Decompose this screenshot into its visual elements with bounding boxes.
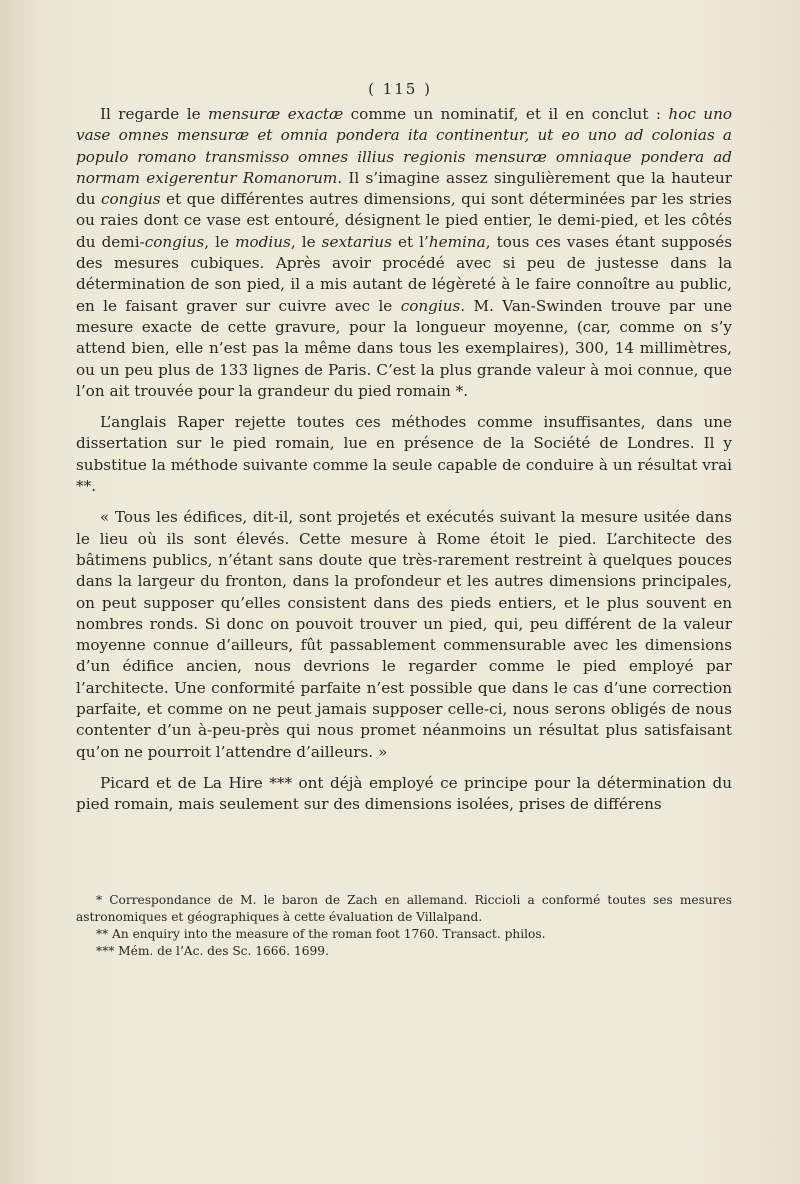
- text-run: Il regarde le: [100, 105, 209, 123]
- paragraph: [76, 412, 732, 497]
- footnote: ** An enquiry into the measure of the roman foot 1760. Transact. philos.: [96, 927, 546, 941]
- text-run: « Tous les édifices, dit-il, sont projetés et exécutés suivant la mesure usitée dans le lieu où ils sont élevés. Cette mesure à Rome étoit le pied. L’architecte des bâtimens publics, n’étant sans doute que très-rarement restreint à quelques pouces dans la largeur du fronton, dans la profondeur et les autres dimensions principales, on peut supposer qu’elles consistent dans des pieds entiers, et le plus souvent en nombres ronds. Si donc on pouvoit trouver un pied, qui, peu différent de la valeur moyenne connue d’ailleurs, fût passablement commensurable avec les dimensions d’un édifice ancien, nous devrions le regarder comme le pied employé par l’architecte. Une conformité parfaite n’est possible que dans le cas d’une correction parfaite, et comme on ne peut jamais supposer celle-ci, nous serons obligés de nous contenter d’un à-peu-près qui nous promet néanmoins un résultat plus satisfaisant qu’on ne pourroit l’attendre d’ailleurs. »: [76, 508, 732, 761]
- italic-text: mensuræ exactæ: [208, 105, 344, 123]
- text-run: Picard et de La Hire *** ont déjà employé ce principe pour la détermination du pied romain, mais seulement sur des dimensions isolées, prises de différens: [76, 773, 732, 814]
- italic-text: sextarius: [321, 232, 392, 251]
- italic-text: hoc uno vase omnes mensuræ et omnia pondera ita continentur, ut eo uno ad colonias a populo romano transmisso omnes illius regionis mensuræ omniaque pondera ad normam exigerentur Romanorum.: [76, 105, 732, 187]
- text-run: L’anglais Raper rejette toutes ces méthodes comme insuffisantes, dans une dissertation sur le pied romain, lue en présence de la Société de Londres. Il y substitue la méthode suivante comme la seule capable de conduire à un résultat vrai **.: [76, 413, 732, 496]
- body-text: [76, 104, 732, 816]
- footnote: *** Mém. de l’Ac. des Sc. 1666. 1699.: [96, 944, 329, 958]
- text-run: . M. Van-Swinden trouve par une mesure exacte de cette gravure, pour la longueur moyenne, (car, comme on s’y attend bien, elle n’est pas la même dans tous les exemplaires), 300, 14 millimètres, ou un peu plus de 133 lignes de Paris. C’est la plus grande valeur à moi connue, que l’on ait trouvée pour la grandeur du pied romain *.: [76, 296, 732, 400]
- paragraph: [76, 507, 732, 763]
- footnote: * Correspondance de M. le baron de Zach en allemand. Riccioli a conformé toutes ses mesures astronomiques et géographiques à cette évaluation de Villalpand.: [76, 893, 732, 924]
- italic-text: hemina: [428, 232, 486, 251]
- page-number: ( 115 ): [368, 80, 432, 98]
- text-run: , le: [290, 232, 322, 251]
- text-run: , tous ces vases étant supposés des mesures cubiques. Après avoir procédé avec si peu de justesse dans la détermination de son pied, il a mis autant de légèreté à le faire connoître au public, en le faisant graver sur cuivre avec le: [76, 232, 732, 315]
- text-run: Il s’imagine assez singulièrement que la hauteur du: [76, 168, 732, 209]
- paragraph: [76, 104, 732, 402]
- footnotes: [76, 892, 732, 960]
- text-run: et que différentes autres dimensions, qui sont déterminées par les stries ou raies dont ce vase est entouré, désignent le pied entier, le demi-pied, et les côtés du demi-: [76, 190, 732, 251]
- italic-text: congius: [100, 190, 161, 209]
- italic-text: congius: [400, 296, 461, 315]
- italic-text: modius: [235, 232, 291, 251]
- paragraph: [76, 773, 732, 816]
- text-run: et l’: [391, 232, 429, 251]
- italic-text: congius: [144, 232, 205, 251]
- text-run: , le: [204, 232, 236, 251]
- text-run: comme un nominatif, et il en conclut :: [343, 105, 669, 123]
